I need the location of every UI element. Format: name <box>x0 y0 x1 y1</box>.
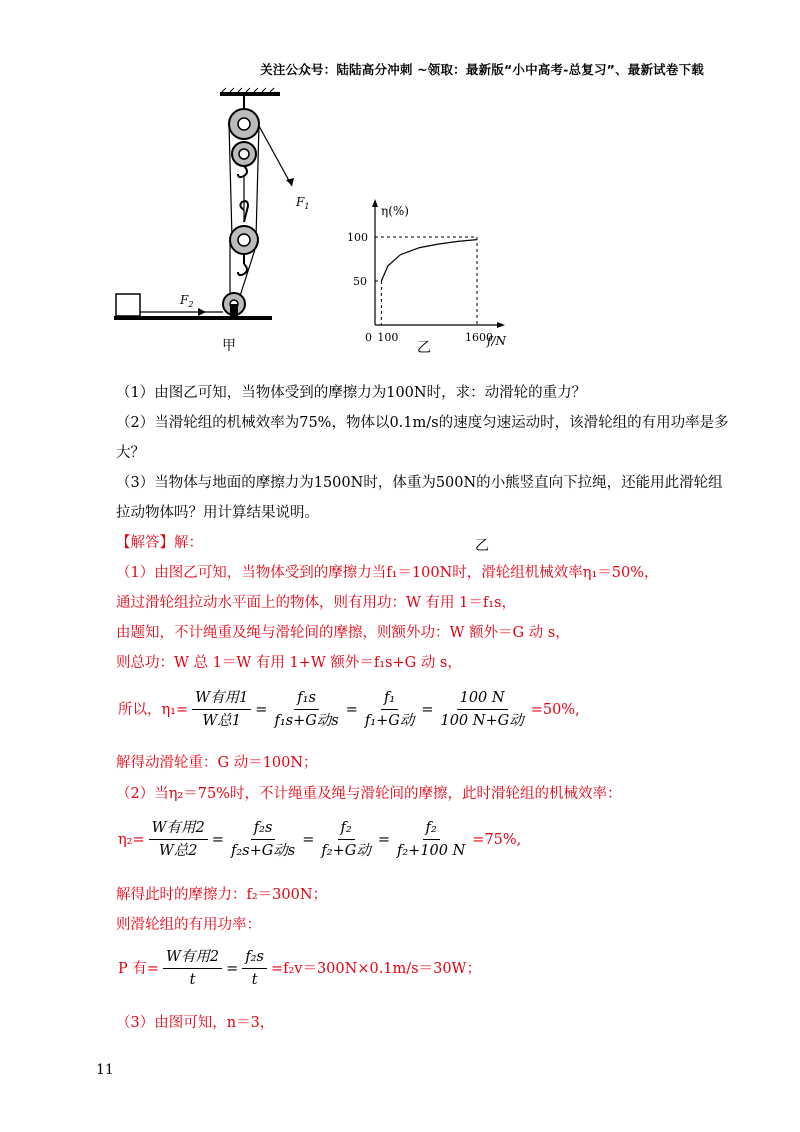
equation-1: 所以，η₁= $\frac{\text{W有用1}}{\text{W总1}}$ = $\frac{\text{f₁s}}{\text{f₁s+G动s}}$ = $\frac{\text{f₁}}{\text{f₁+G动}}$ = $\frac{100 N}{\text{100 N+G动}}$ =50%, <box>118 690 580 729</box>
eq2-frac-4: $\frac{\text{f₂}}{\text{f₂+100 N}}$ <box>396 820 466 859</box>
question-1: （1）由图乙可知，当物体受到的摩擦力为100N时，求：动滑轮的重力？ <box>116 385 587 401</box>
page-number: 11 <box>96 1062 114 1078</box>
question-3-cont: 拉动物体吗？用计算结果说明。 <box>116 505 319 521</box>
x-tick-0: 0 <box>365 331 372 344</box>
eq3-result: =f₂v＝300N×0.1m/s＝30W； <box>270 960 481 977</box>
answer-line-6: （2）当η₂＝75%时，不计绳重及绳与滑轮间的摩擦，此时滑轮组的机械效率： <box>116 786 622 802</box>
answer-line-9: （3）由图可知，n＝3， <box>116 1015 275 1031</box>
equation-3: P 有= $\frac{\text{W有用2}}{t}$ = $\frac{\text{f₂s}}{t}$ =f₂v＝300N×0.1m/s＝30W； <box>118 949 481 988</box>
eq1-frac-3: $\frac{\text{f₁}}{\text{f₁+G动}}$ <box>364 690 415 729</box>
answer-heading: 【解答】解： <box>116 535 203 551</box>
answer-line-1: （1）由图乙可知，当物体受到的摩擦力当f₁＝100N时，滑轮组机械效率η₁＝50%， <box>116 565 659 581</box>
eq1-result: =50%, <box>530 701 580 718</box>
eq1-frac-2: $\frac{\text{f₁s}}{\text{f₁s+G动s}}$ <box>274 690 339 729</box>
y-axis-label: η(%) <box>381 204 409 218</box>
eq2-prefix: η₂= <box>118 831 145 848</box>
eq3-prefix: P 有= <box>118 960 160 977</box>
eq2-frac-3: $\frac{\text{f₂}}{\text{f₂+G动}}$ <box>321 820 371 859</box>
eq2-result: =75%, <box>472 831 522 848</box>
eq3-frac-1: $\frac{\text{W有用2}}{t}$ <box>163 947 222 990</box>
x-tick-100: 100 <box>377 331 399 344</box>
answer-line-5: 解得动滑轮重：G 动＝100N； <box>116 755 318 771</box>
eq3-frac-2: $\frac{\text{f₂s}}{t}$ <box>242 947 267 990</box>
figure-label-jia: 甲 <box>222 338 236 354</box>
equation-2: η₂= $\frac{\text{W有用2}}{\text{W总2}}$ = $\frac{\text{f₂s}}{\text{f₂s+G动s}}$ = $\frac{\text{f₂}}{\text{f₂+G动}}$ = $\frac{\text{f₂}}{\text{f₂+100 N}}$ =75%, <box>118 820 522 859</box>
eq1-frac-1: $\frac{\text{W有用1}}{\text{W总1}}$ <box>192 688 251 731</box>
eq1-prefix: 所以，η₁= <box>118 701 189 718</box>
force-f1-label: $F_1$ <box>296 195 310 211</box>
eq2-frac-1: $\frac{\text{W有用2}}{\text{W总2}}$ <box>149 818 208 861</box>
figure-label-yi: 乙 <box>475 538 489 554</box>
efficiency-curve <box>381 240 477 281</box>
answer-line-7: 解得此时的摩擦力：f₂＝300N； <box>116 887 328 903</box>
eq2-frac-2: $\frac{\text{f₂s}}{\text{f₂s+G动s}}$ <box>230 820 296 859</box>
eq1-frac-4: $\frac{100 N}{\text{100 N+G动}}$ <box>440 690 524 729</box>
y-tick-100: 100 <box>347 231 368 244</box>
answer-line-8: 则滑轮组的有用功率： <box>116 917 261 933</box>
pulley-diagram <box>110 90 310 360</box>
answer-line-3: 由题知，不计绳重及绳与滑轮间的摩擦，则额外功：W 额外＝G 动 s， <box>116 625 570 641</box>
y-tick-50: 50 <box>353 275 367 288</box>
answer-line-4: 则总功：W 总 1＝W 有用 1+W 额外＝f₁s+G 动 s， <box>116 655 462 671</box>
x-axis-label: f/N <box>487 334 506 348</box>
force-f2-label: $F_2$ <box>180 293 194 309</box>
question-2: （2）当滑轮组的机械效率为75%，物体以0.1m/s的速度匀速运动时，该滑轮组的有用功率是多 <box>116 415 729 431</box>
figure-label-yi-text: 乙 <box>417 340 431 356</box>
question-2-cont: 大？ <box>116 445 145 461</box>
question-3: （3）当物体与地面的摩擦力为1500N时，体重为500N的小熊竖直向下拉绳，还能用此滑轮组 <box>116 475 723 491</box>
answer-line-2: 通过滑轮组拉动水平面上的物体，则有用功：W 有用 1＝f₁s， <box>116 595 516 611</box>
page-header: 关注公众号：陆陆高分冲刺 ~领取：最新版“小中高考-总复习”、最新试卷下载 <box>260 62 704 77</box>
x-tick-1600: 1600 <box>465 331 493 344</box>
